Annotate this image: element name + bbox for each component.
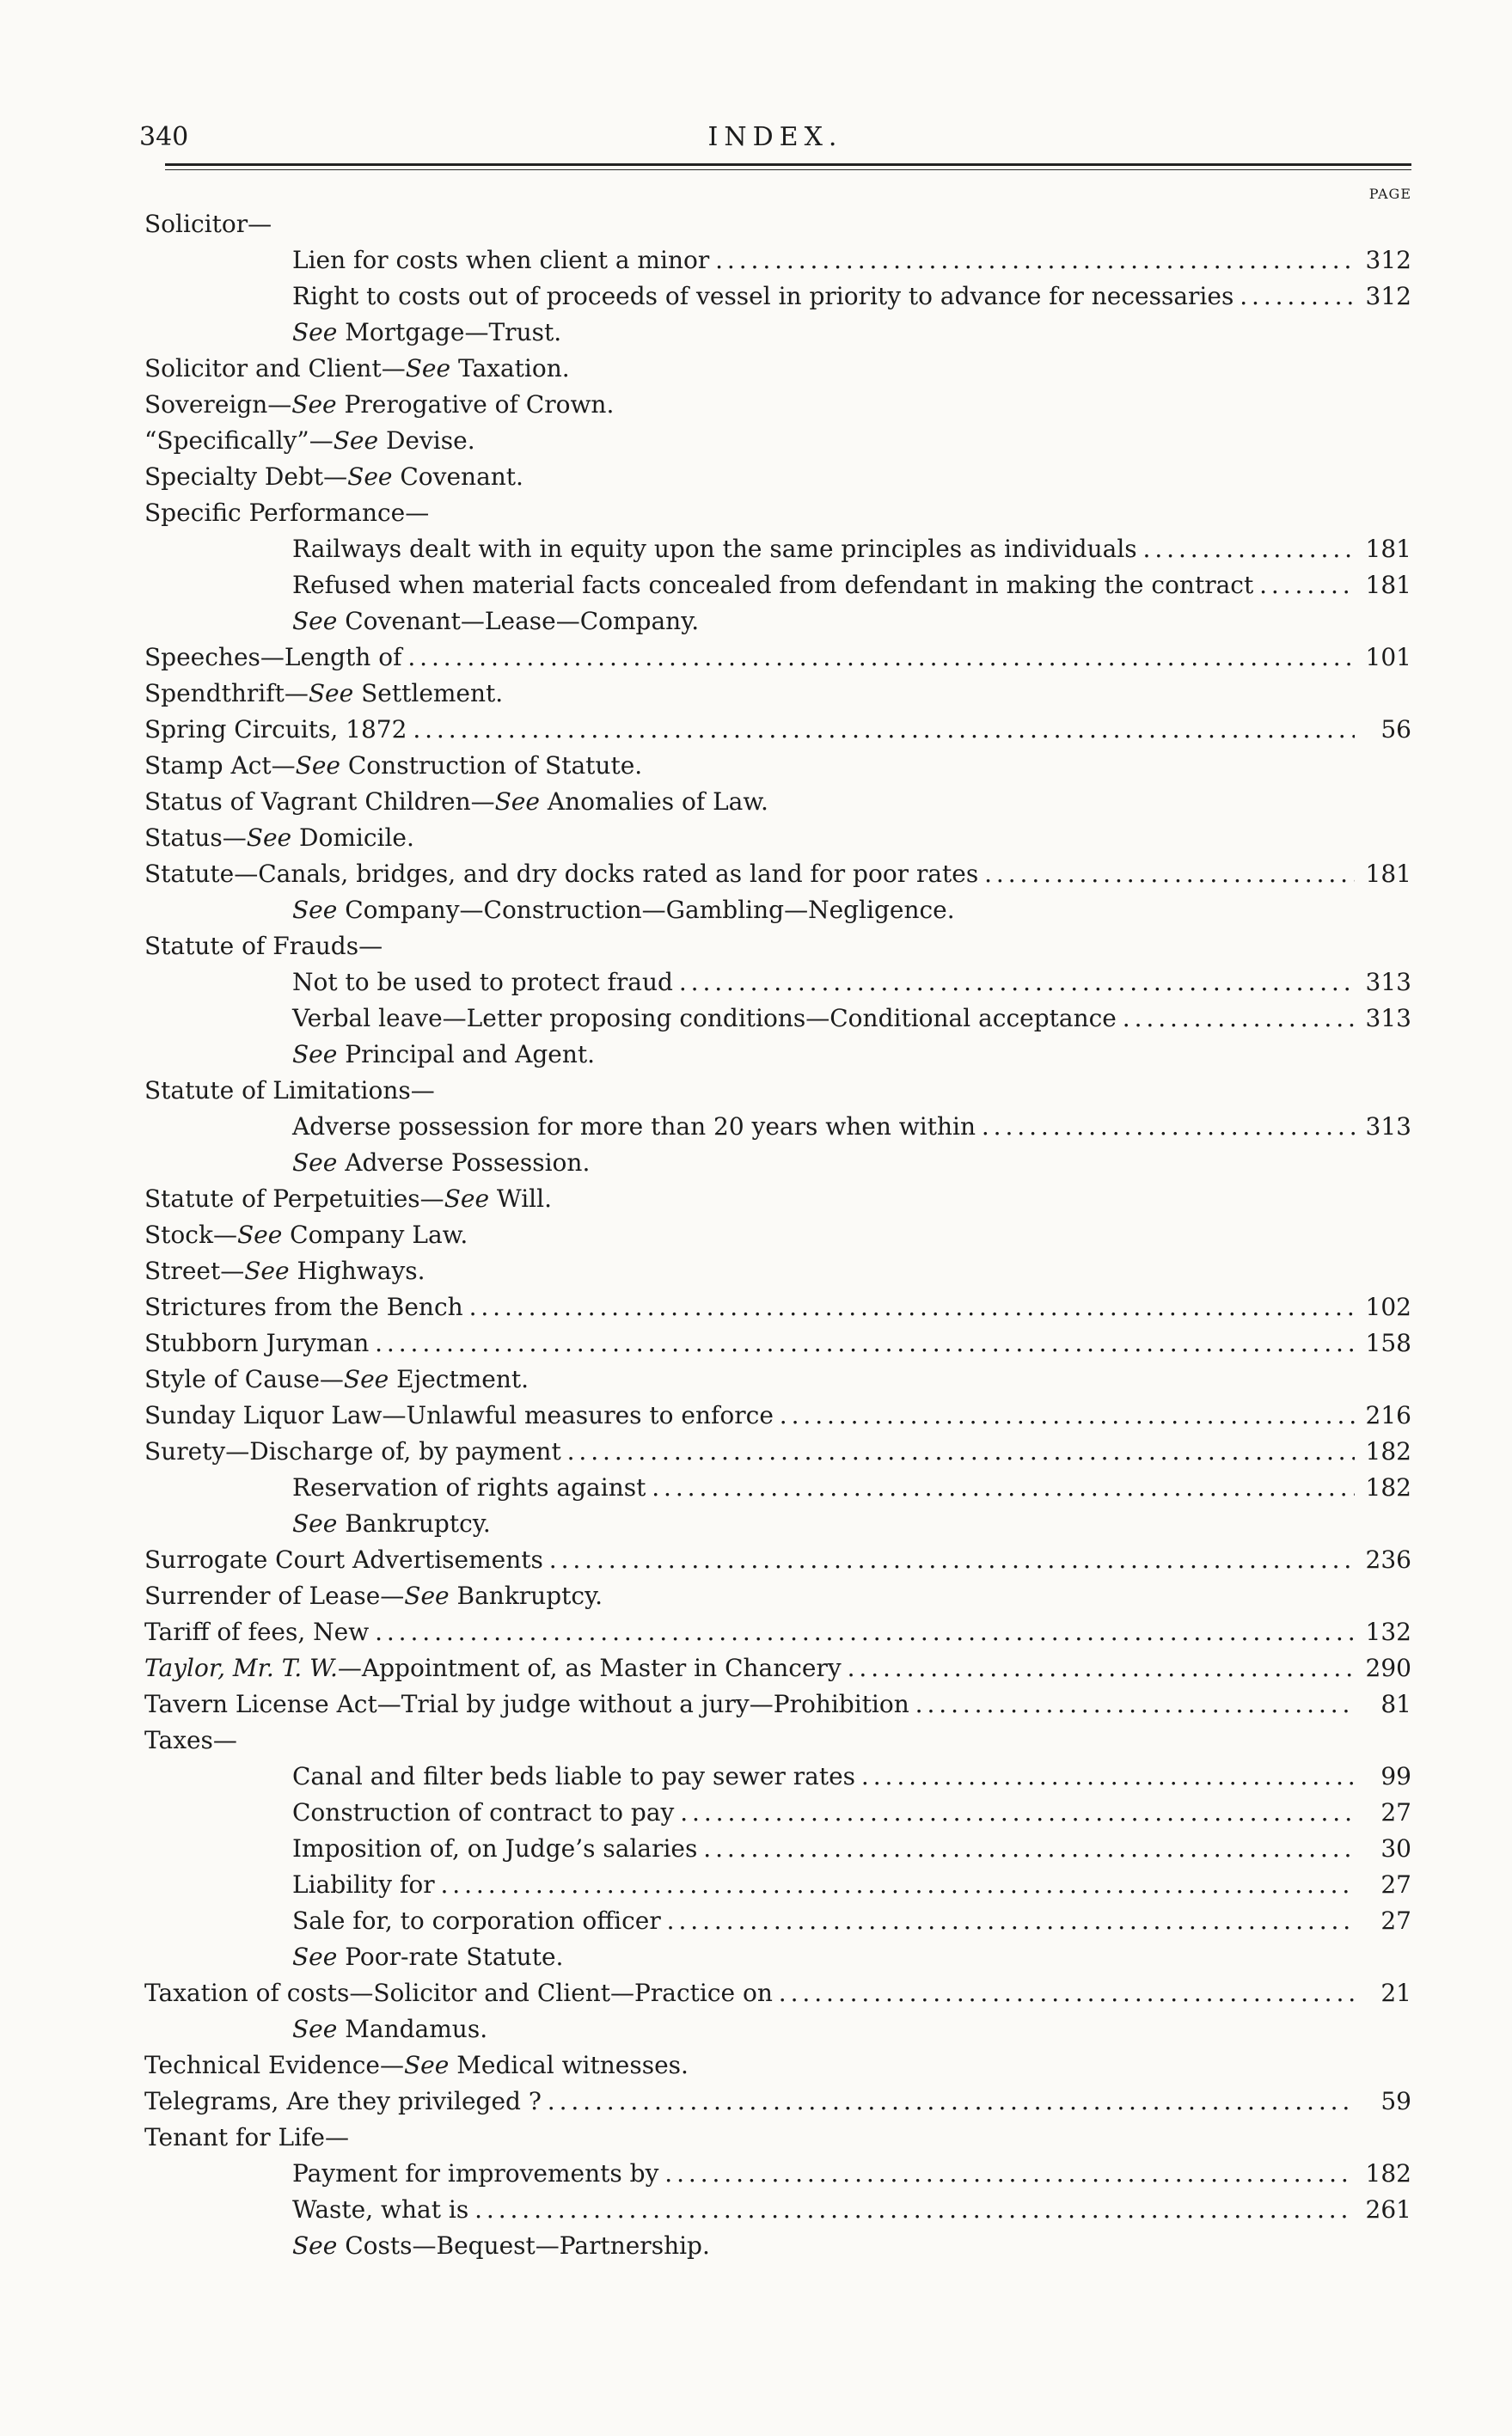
index-subentry	[144, 2011, 1411, 2047]
entry-text: Specific Performance—	[144, 499, 430, 527]
entry-text: See Bankruptcy.	[292, 1509, 491, 1538]
index-entry	[144, 1650, 1411, 1686]
entry-text: Tariff of fees, New . . .	[144, 1618, 1411, 1646]
index-entry	[144, 748, 1411, 784]
entry-text: Statute of Frauds—	[144, 932, 383, 960]
index-entry	[144, 820, 1411, 856]
entry-text: Payment for improvements by . . .	[292, 2159, 1411, 2188]
entry-page-number: 132	[1355, 1614, 1411, 1650]
entry-text: Refused when material facts concealed from defendant in making the contract . . .	[292, 571, 1411, 599]
entry-text: Specialty Debt—See Covenant.	[144, 462, 523, 491]
entry-text: Railways dealt with in equity upon the same principles as individuals . . .	[292, 535, 1411, 563]
index-entry	[144, 2084, 1411, 2120]
index-entry	[144, 676, 1411, 712]
entry-text: See Company—Construction—Gambling—Negligence.	[292, 896, 955, 924]
entry-page-number: 81	[1355, 1686, 1411, 1723]
index-entry	[144, 1398, 1411, 1434]
entry-page-number: 261	[1355, 2192, 1411, 2228]
index-entry	[144, 206, 1411, 242]
running-title: INDEX.	[707, 122, 843, 152]
index-entry	[144, 351, 1411, 387]
index-subentry	[144, 2156, 1411, 2192]
index-subentry	[144, 1939, 1411, 1975]
index-subentry	[144, 1001, 1411, 1037]
entry-text: Statute of Perpetuities—See Will.	[144, 1184, 552, 1213]
entry-text: Tavern License Act—Trial by judge without a jury—Prohibition . . .	[144, 1690, 1411, 1718]
index-entry	[144, 1723, 1411, 1759]
entry-text: Status—See Domicile.	[144, 823, 414, 852]
index-subentry	[144, 964, 1411, 1001]
index-subentry	[144, 2228, 1411, 2264]
index-subentry	[144, 1759, 1411, 1795]
entry-page-number: 21	[1355, 1975, 1411, 2011]
entry-text: Spring Circuits, 1872 . . .	[144, 715, 1411, 744]
entry-page-number: 30	[1355, 1831, 1411, 1867]
entry-text: See Adverse Possession.	[292, 1148, 591, 1177]
index-subentry	[144, 315, 1411, 351]
entry-text: Taylor, Mr. T. W.—Appointment of, as Master in Chancery . . .	[144, 1654, 1411, 1682]
entry-page-number: 102	[1355, 1289, 1411, 1325]
index-subentry	[144, 892, 1411, 928]
entry-text: Telegrams, Are they privileged ? . . .	[144, 2087, 1411, 2115]
entry-page-number: 313	[1355, 964, 1411, 1001]
entry-text: See Principal and Agent.	[292, 1040, 596, 1068]
header-rule-thick	[165, 163, 1411, 166]
entry-text: Canal and filter beds liable to pay sewer rates . . .	[292, 1762, 1411, 1790]
entry-page-number: 313	[1355, 1001, 1411, 1037]
entry-page-number: 182	[1355, 1434, 1411, 1470]
index-entry	[144, 1542, 1411, 1578]
entry-text: Street—See Highways.	[144, 1257, 425, 1285]
index-entry	[144, 1614, 1411, 1650]
entry-text: See Poor-rate Statute.	[292, 1943, 564, 1971]
entry-page-number: 312	[1355, 242, 1411, 278]
entry-text: Verbal leave—Letter proposing conditions—Conditional acceptance . . .	[292, 1004, 1411, 1032]
entry-page-number: 290	[1355, 1650, 1411, 1686]
entry-page-number: 181	[1355, 567, 1411, 603]
index-entry	[144, 495, 1411, 531]
entry-text: Spendthrift—See Settlement.	[144, 679, 504, 707]
entry-text: Technical Evidence—See Medical witnesses.	[144, 2051, 689, 2079]
entry-text: Taxation of costs—Solicitor and Client—Practice on . . .	[144, 1979, 1411, 2007]
entry-text: See Costs—Bequest—Partnership.	[292, 2231, 710, 2260]
entry-page-number: 181	[1355, 531, 1411, 567]
entry-page-number: 313	[1355, 1109, 1411, 1145]
index-subentry	[144, 531, 1411, 567]
entry-text: See Mortgage—Trust.	[292, 318, 562, 346]
page-header	[139, 122, 1411, 156]
index-entry	[144, 1325, 1411, 1362]
entry-page-number: 56	[1355, 712, 1411, 748]
entry-text: Status of Vagrant Children—See Anomalies of Law.	[144, 787, 768, 816]
entry-text: Solicitor—	[144, 210, 272, 238]
index-subentry	[144, 1037, 1411, 1073]
index-entry	[144, 1686, 1411, 1723]
entry-text: Strictures from the Bench . . .	[144, 1293, 1411, 1321]
page-number: 340	[139, 122, 189, 152]
entry-text: Adverse possession for more than 20 years when within . . .	[292, 1112, 1411, 1141]
index-subentry	[144, 1506, 1411, 1542]
entry-text: Style of Cause—See Ejectment.	[144, 1365, 530, 1393]
entry-page-number: 182	[1355, 2156, 1411, 2192]
entry-text: Liability for . . .	[292, 1870, 1411, 1899]
index-entry	[144, 640, 1411, 676]
entry-text: Speeches—Length of . . .	[144, 643, 1411, 671]
index-entry	[144, 387, 1411, 423]
entry-text: Solicitor and Client—See Taxation.	[144, 354, 570, 383]
index-subentry	[144, 567, 1411, 603]
entry-text: Right to costs out of proceeds of vessel in priority to advance for necessaries . . .	[292, 282, 1411, 310]
index-entry	[144, 712, 1411, 748]
entry-page-number: 59	[1355, 2084, 1411, 2120]
entry-page-number: 27	[1355, 1903, 1411, 1939]
entry-text: Waste, what is . . .	[292, 2195, 1411, 2224]
index-entry	[144, 1434, 1411, 1470]
index-subentry	[144, 1831, 1411, 1867]
entry-page-number: 182	[1355, 1470, 1411, 1506]
entry-text: “Specifically”—See Devise.	[144, 426, 475, 455]
entry-text: Sale for, to corporation officer . . .	[292, 1907, 1411, 1935]
index-entry	[144, 1253, 1411, 1289]
entry-text: Not to be used to protect fraud . . .	[292, 968, 1411, 996]
entry-page-number: 27	[1355, 1867, 1411, 1903]
header-rule-thin	[165, 169, 1411, 170]
entry-page-number: 216	[1355, 1398, 1411, 1434]
index-subentry	[144, 1795, 1411, 1831]
index-subentry	[144, 1109, 1411, 1145]
index-subentry	[144, 1145, 1411, 1181]
index-entry	[144, 459, 1411, 495]
index-entry	[144, 423, 1411, 459]
entry-page-number: 158	[1355, 1325, 1411, 1362]
entry-text: Sovereign—See Prerogative of Crown.	[144, 390, 615, 419]
entry-text: Reservation of rights against . . .	[292, 1473, 1411, 1502]
index-entry	[144, 1362, 1411, 1398]
index-subentry	[144, 2192, 1411, 2228]
entry-page-number: 181	[1355, 856, 1411, 892]
index-subentry	[144, 1470, 1411, 1506]
entry-text: Construction of contract to pay . . .	[292, 1798, 1411, 1827]
page-column-heading: PAGE	[1368, 186, 1411, 202]
entry-text: Lien for costs when client a minor . . .	[292, 246, 1411, 274]
entry-page-number: 312	[1355, 278, 1411, 315]
index-entry	[144, 784, 1411, 820]
entry-text: Tenant for Life—	[144, 2123, 349, 2151]
entry-text: Statute—Canals, bridges, and dry docks rated as land for poor rates . . .	[144, 860, 1411, 888]
index-subentry	[144, 1903, 1411, 1939]
entry-page-number: 236	[1355, 1542, 1411, 1578]
entry-page-number: 101	[1355, 640, 1411, 676]
entry-page-number: 27	[1355, 1795, 1411, 1831]
entry-text: See Mandamus.	[292, 2015, 488, 2043]
index-entry	[144, 1578, 1411, 1614]
entry-text: Sunday Liquor Law—Unlawful measures to enforce . . .	[144, 1401, 1411, 1429]
entry-text: Stamp Act—See Construction of Statute.	[144, 751, 643, 780]
index-entry	[144, 2120, 1411, 2156]
entry-text: Stubborn Juryman . . .	[144, 1329, 1411, 1357]
entry-text: Surety—Discharge of, by payment . . .	[144, 1437, 1411, 1466]
entry-text: Surrender of Lease—See Bankruptcy.	[144, 1582, 603, 1610]
index-entries	[144, 206, 1411, 2264]
index-entry	[144, 1217, 1411, 1253]
entry-text: Taxes—	[144, 1726, 237, 1754]
index-subentry	[144, 242, 1411, 278]
index-entry	[144, 1181, 1411, 1217]
index-subentry	[144, 603, 1411, 640]
index-entry	[144, 928, 1411, 964]
index-entry	[144, 2047, 1411, 2084]
index-entry	[144, 1073, 1411, 1109]
entry-text: Surrogate Court Advertisements . . .	[144, 1545, 1411, 1574]
entry-text: Imposition of, on Judge’s salaries . . .	[292, 1834, 1411, 1863]
entry-text: Stock—See Company Law.	[144, 1221, 468, 1249]
index-entry	[144, 856, 1411, 892]
index-entry	[144, 1975, 1411, 2011]
index-subentry	[144, 1867, 1411, 1903]
entry-page-number: 99	[1355, 1759, 1411, 1795]
index-subentry	[144, 278, 1411, 315]
index-entry	[144, 1289, 1411, 1325]
entry-text: Statute of Limitations—	[144, 1076, 435, 1105]
entry-text: See Covenant—Lease—Company.	[292, 607, 700, 635]
